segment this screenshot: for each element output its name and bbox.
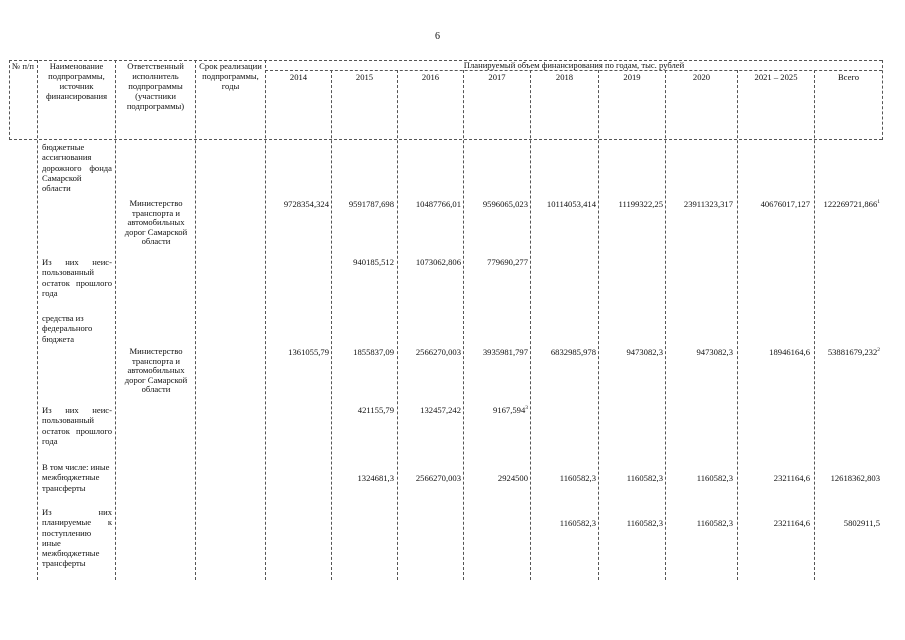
row-label-road-fund: бюджетные ассигнования дорожного фонда Самарской области — [42, 142, 112, 194]
header-year: 2021 – 2025 — [754, 72, 798, 82]
table-cell: 1160582,3 — [626, 518, 663, 528]
table-cell: 132457,242 — [420, 405, 461, 415]
footnote-mark: 2 — [877, 347, 880, 354]
table-cell: 18946164,6 — [769, 347, 810, 357]
table-cell: 1160582,3 — [559, 518, 596, 528]
table-cell: 1324681,3 — [357, 473, 394, 483]
row-label-unused: Из них неиспользованный остаток прошлого года — [42, 405, 112, 446]
table-cell: 11199322,25 — [618, 199, 663, 209]
table-cell: 53881679,232$^2$ — [827, 347, 880, 357]
page-number: 6 — [435, 31, 440, 42]
table-cell: 9728354,324 — [283, 199, 329, 209]
row-label-planned-transfers: Из них планируемые к поступлению иные межбюджетные трансферты — [42, 507, 112, 569]
table-cell: 779690,277 — [487, 257, 528, 267]
header-term: Срок реализации подпрограммы, годы — [199, 61, 262, 91]
table-cell: 2321164,6 — [773, 473, 810, 483]
header-number: № п/п — [12, 61, 34, 71]
footnote-mark: 3 — [525, 405, 528, 412]
table-cell: 940185,512 — [353, 257, 394, 267]
header-plan: Планируемый объем финансирования по годам, тыс. рублей — [463, 60, 685, 70]
table-cell: 9591787,698 — [348, 199, 394, 209]
table-cell: 9473082,3 — [696, 347, 733, 357]
table-cell: 421155,79 — [357, 405, 394, 415]
table-cell: 2566270,003 — [415, 347, 461, 357]
table-cell: 23911323,317 — [683, 199, 733, 209]
table-cell: 1160582,3 — [559, 473, 596, 483]
table-cell: 1160582,3 — [696, 518, 733, 528]
table-cell: 10487766,01 — [415, 199, 461, 209]
header-year: 2016 — [421, 72, 440, 82]
header-name: Наименование подпрограммы, источник финансирования — [45, 61, 108, 101]
row-label-transfers: В том числе: иные межбюджетные трансферты — [42, 462, 110, 493]
table-cell: 1160582,3 — [626, 473, 663, 483]
table-cell: 122269721,866$^1$ — [823, 199, 880, 209]
table-cell: 10114053,414 — [546, 199, 596, 209]
footnote-mark: 1 — [877, 199, 880, 206]
table-cell: 3935981,797 — [482, 347, 528, 357]
header-year: 2018 — [555, 72, 574, 82]
table-cell: 40676017,127 — [760, 199, 810, 209]
table-cell: 6832985,978 — [550, 347, 596, 357]
responsible-ministry: Министерство транспорта и автомобильных дорог Самарской области — [124, 198, 188, 247]
row-label-federal: средства из федерального бюджета — [42, 313, 93, 344]
table-cell: 9596065,023 — [482, 199, 528, 209]
table-cell: 1361055,79 — [288, 347, 329, 357]
table-cell: 9167,594$^3$ — [493, 405, 528, 415]
table-cell: 9473082,3 — [626, 347, 663, 357]
header-year: 2017 — [488, 72, 506, 82]
row-label-unused: Из них неиспользованный остаток прошлого года — [42, 257, 112, 298]
header-year: 2020 — [692, 72, 711, 82]
header-year: 2019 — [623, 72, 641, 82]
header-total: Всего — [837, 72, 860, 82]
header-year: 2014 — [289, 72, 308, 82]
table-cell: 1855837,09 — [353, 347, 394, 357]
table-cell: 1160582,3 — [696, 473, 733, 483]
table-cell: 5802911,5 — [843, 518, 880, 528]
table-cell: 2924500 — [497, 473, 528, 483]
table-cell: 1073062,806 — [415, 257, 461, 267]
responsible-ministry: Министерство транспорта и автомобильных дорог Самарской области — [124, 346, 188, 395]
table-cell: 2321164,6 — [773, 518, 810, 528]
header-responsible: Ответственный исполнитель подпрограммы (участники подпрограммы) — [126, 61, 185, 111]
table-cell: 2566270,003 — [415, 473, 461, 483]
table-cell: 12618362,803 — [830, 473, 880, 483]
header-year: 2015 — [355, 72, 374, 82]
